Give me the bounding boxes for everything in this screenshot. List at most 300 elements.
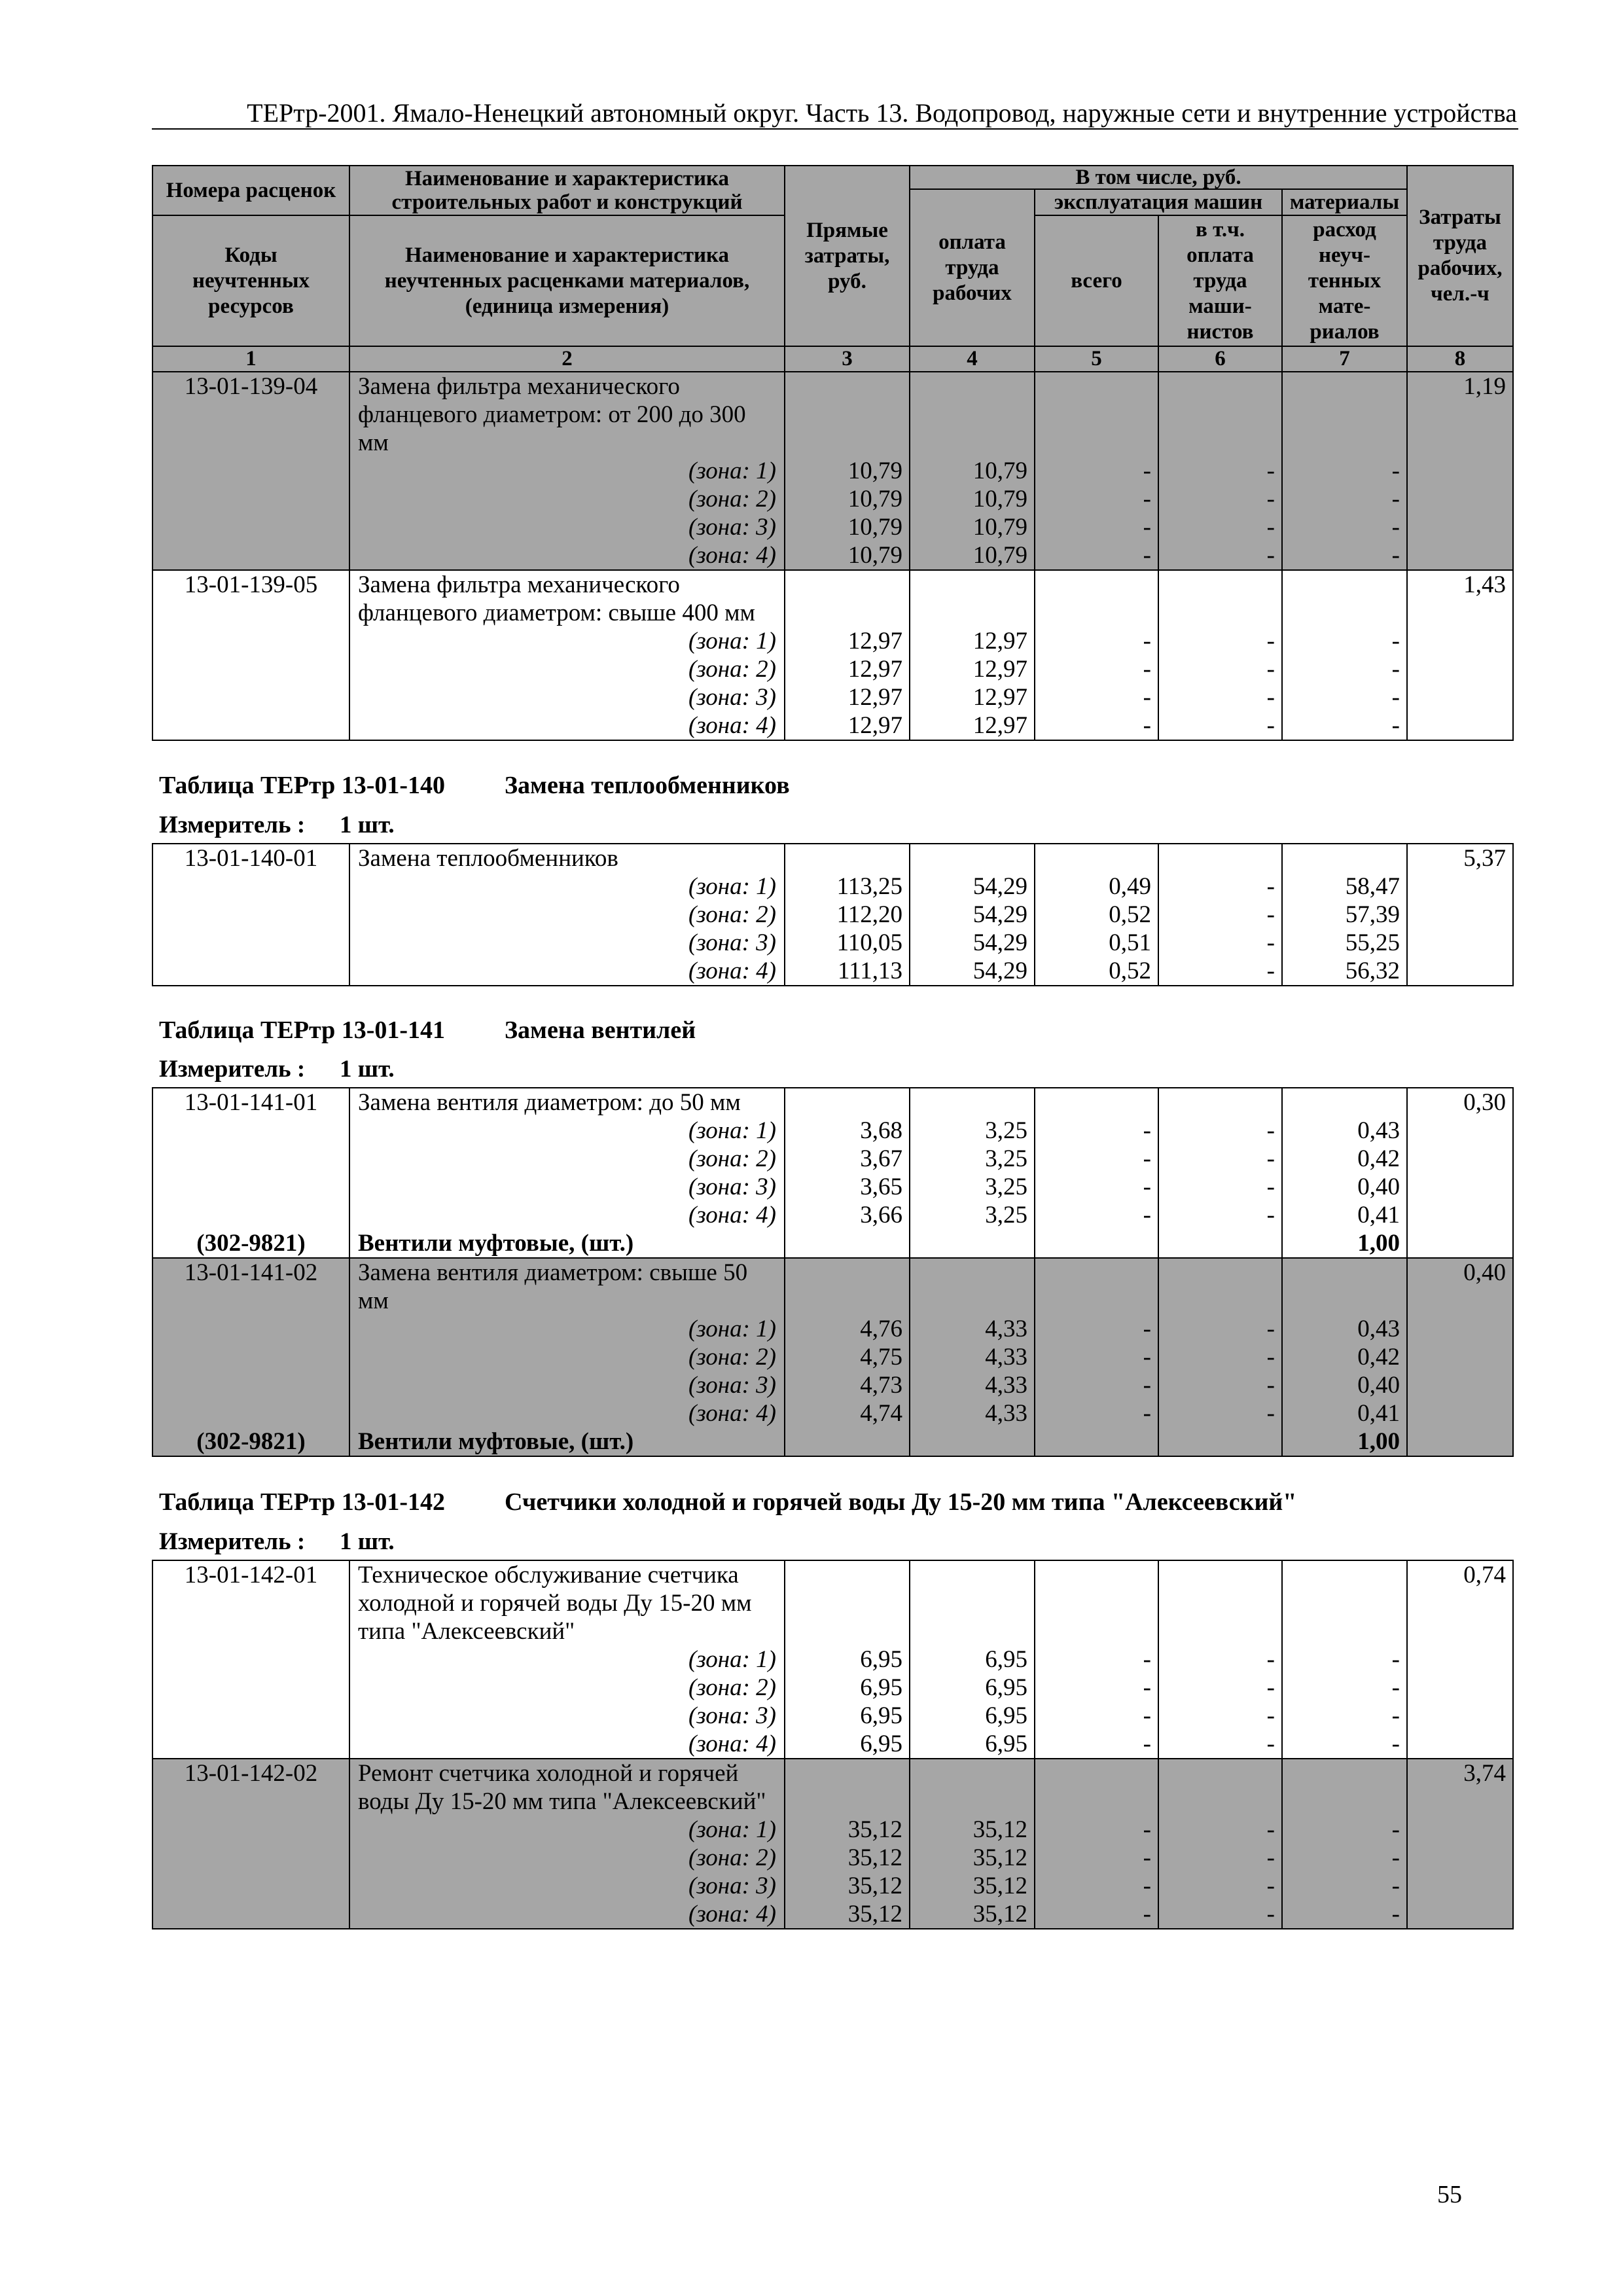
zone-row [152,1201,1514,1229]
material-name: Вентили муфтовые, (шт.) [350,1229,785,1257]
empty-cell [1159,571,1283,627]
zone-row [152,457,1514,485]
zone-row [152,711,1514,740]
header-labor-costs: Затраты труда рабочих, чел.-ч [1408,166,1512,346]
worker-wages: 3,25 [910,1117,1035,1145]
worker-wages: 4,33 [910,1315,1035,1343]
direct-cost: 3,68 [785,1117,910,1145]
materials-cost: - [1283,1816,1408,1844]
direct-cost: 12,97 [785,683,910,711]
rate-header-row [152,1759,1514,1816]
empty-cell [1035,1561,1159,1645]
machines-total: - [1035,1371,1159,1399]
empty-cell [1408,541,1514,569]
materials-cost: - [1283,1872,1408,1900]
unaccounted-material-row [152,1427,1514,1456]
machinist-wages: - [1159,1730,1283,1758]
machines-total: - [1035,1730,1159,1758]
empty-cell [153,457,350,485]
empty-cell [1159,372,1283,457]
empty-cell [1159,844,1283,872]
direct-cost: 35,12 [785,1872,910,1900]
rates-table-140 [152,843,1514,986]
zone-row [152,541,1514,569]
rate-description: Замена фильтра механического фланцевого диаметром: свыше 400 мм [350,571,785,627]
machinist-wages: - [1159,872,1283,901]
zone-row [152,1816,1514,1844]
zone-label: (зона: 2) [350,901,785,929]
materials-cost: 0,40 [1283,1371,1408,1399]
table-body [152,371,1514,741]
materials-cost: 57,39 [1283,901,1408,929]
zone-row [152,1645,1514,1674]
rate-code: 13-01-139-04 [153,372,350,457]
materials-cost: - [1283,541,1408,569]
rate-entry [152,1257,1514,1456]
header-machinist-wages: в т.ч. оплата труда маши- нистов [1159,216,1281,346]
header-machines-total: всего [1035,216,1158,346]
zone-row [152,1145,1514,1173]
machines-total: - [1035,1816,1159,1844]
empty-cell [1408,872,1514,901]
empty-cell [785,1229,910,1257]
rates-table-139 [152,165,1514,741]
machinist-wages: - [1159,1315,1283,1343]
empty-cell [153,1371,350,1399]
unit-line [159,1528,395,1556]
materials-cost: 0,42 [1283,1343,1408,1371]
empty-cell [1408,1201,1514,1229]
empty-cell [1159,1259,1283,1315]
empty-cell [1408,1816,1514,1844]
material-quantity: 1,00 [1283,1427,1408,1456]
rate-header-row [152,1259,1514,1315]
empty-cell [1408,683,1514,711]
rate-header-row [152,844,1514,872]
empty-cell [910,844,1035,872]
direct-cost: 110,05 [785,929,910,957]
rate-description: Замена вентиля диаметром: до 50 мм [350,1088,785,1117]
direct-cost: 3,65 [785,1173,910,1201]
zone-label: (зона: 4) [350,1730,785,1758]
worker-wages: 4,33 [910,1371,1035,1399]
worker-wages: 4,33 [910,1399,1035,1427]
machines-total: - [1035,1117,1159,1145]
materials-cost: - [1283,485,1408,513]
machines-total: - [1035,1844,1159,1872]
empty-cell [1408,1844,1514,1872]
direct-cost: 6,95 [785,1674,910,1702]
machines-total: - [1035,627,1159,655]
empty-cell [910,1229,1035,1257]
materials-cost: - [1283,1844,1408,1872]
empty-cell [1283,372,1408,457]
zone-label: (зона: 1) [350,627,785,655]
empty-cell [153,513,350,541]
worker-wages: 10,79 [910,513,1035,541]
empty-cell [785,1088,910,1117]
machines-total: - [1035,485,1159,513]
empty-cell [153,1645,350,1674]
page-number: 55 [1437,2181,1462,2208]
zone-row [152,901,1514,929]
empty-cell [153,1844,350,1872]
rate-description: Замена вентиля диаметром: свыше 50 мм [350,1259,785,1315]
material-code: (302-9821) [153,1427,350,1456]
empty-cell [1283,1759,1408,1816]
header-work-name: Наименование и характеристика строительных работ и конструкций [350,166,784,215]
materials-cost: - [1283,1730,1408,1758]
labor-cost: 1,43 [1408,571,1514,627]
zone-label: (зона: 4) [350,957,785,985]
empty-cell [785,1259,910,1315]
zone-row [152,1371,1514,1399]
direct-cost: 4,76 [785,1315,910,1343]
machines-total: - [1035,1399,1159,1427]
materials-cost: 0,41 [1283,1399,1408,1427]
direct-cost: 4,73 [785,1371,910,1399]
rate-entry [152,1087,1514,1257]
zone-row [152,683,1514,711]
machinist-wages: - [1159,1173,1283,1201]
table-title [159,1016,696,1045]
machinist-wages: - [1159,541,1283,569]
direct-cost: 111,13 [785,957,910,985]
unit-value: 1 шт. [340,1528,395,1555]
machines-total: - [1035,1173,1159,1201]
labor-cost: 5,37 [1408,844,1514,872]
empty-cell [153,1730,350,1758]
empty-cell [1408,1900,1514,1928]
empty-cell [153,711,350,740]
material-code: (302-9821) [153,1229,350,1257]
empty-cell [785,1427,910,1456]
zone-label: (зона: 4) [350,541,785,569]
rate-code: 13-01-142-01 [153,1561,350,1645]
zone-row [152,1117,1514,1145]
machines-total: 0,52 [1035,957,1159,985]
empty-cell [1408,1645,1514,1674]
machinist-wages: - [1159,957,1283,985]
zone-label: (зона: 2) [350,1844,785,1872]
zone-label: (зона: 4) [350,1399,785,1427]
machinist-wages: - [1159,627,1283,655]
empty-cell [1408,1730,1514,1758]
machines-total: - [1035,1201,1159,1229]
material-quantity: 1,00 [1283,1229,1408,1257]
table-name: Замена теплообменников [505,772,790,799]
zone-label: (зона: 3) [350,1173,785,1201]
unit-line [159,811,395,840]
empty-cell [1035,1427,1159,1456]
empty-cell [1408,627,1514,655]
unit-value: 1 шт. [340,812,395,838]
empty-cell [153,1117,350,1145]
materials-cost: - [1283,1702,1408,1730]
worker-wages: 12,97 [910,627,1035,655]
materials-cost: - [1283,1645,1408,1674]
column-number: 7 [1283,347,1406,371]
machines-total: - [1035,1343,1159,1371]
zone-label: (зона: 4) [350,1900,785,1928]
machines-total: - [1035,655,1159,683]
zone-row [152,627,1514,655]
materials-cost: 56,32 [1283,957,1408,985]
rate-header-row [152,1561,1514,1645]
page-header-title: ТЕРтр-2001. Ямало-Ненецкий автономный округ. Часть 13. Водопровод, наружные сети и внутренние устройства [247,98,1517,128]
zone-row [152,1900,1514,1928]
worker-wages: 10,79 [910,541,1035,569]
zone-label: (зона: 3) [350,683,785,711]
labor-cost: 0,40 [1408,1259,1514,1315]
worker-wages: 54,29 [910,957,1035,985]
empty-cell [1283,1088,1408,1117]
machinist-wages: - [1159,1371,1283,1399]
machines-total: 0,49 [1035,872,1159,901]
empty-cell [153,655,350,683]
empty-cell [1408,1315,1514,1343]
materials-cost: 58,47 [1283,872,1408,901]
machinist-wages: - [1159,1872,1283,1900]
table-name: Замена вентилей [505,1016,696,1044]
machinist-wages: - [1159,1399,1283,1427]
machinist-wages: - [1159,711,1283,740]
worker-wages: 3,25 [910,1201,1035,1229]
column-header [152,165,1514,371]
zone-row [152,1730,1514,1758]
direct-cost: 3,66 [785,1201,910,1229]
empty-cell [1035,372,1159,457]
zone-row [152,929,1514,957]
zone-label: (зона: 2) [350,1145,785,1173]
empty-cell [1408,957,1514,985]
unit-value: 1 шт. [340,1056,395,1083]
zone-row [152,513,1514,541]
direct-cost: 6,95 [785,1702,910,1730]
zone-row [152,957,1514,985]
empty-cell [1159,1759,1283,1816]
direct-cost: 12,97 [785,627,910,655]
direct-cost: 4,74 [785,1399,910,1427]
empty-cell [153,929,350,957]
empty-cell [1408,1117,1514,1145]
direct-cost: 35,12 [785,1844,910,1872]
header-including: В том числе, руб. [910,166,1406,188]
header-worker-wages: оплата труда рабочих [910,190,1034,346]
machinist-wages: - [1159,1343,1283,1371]
zone-row [152,1399,1514,1427]
direct-cost: 6,95 [785,1645,910,1674]
empty-cell [153,1201,350,1229]
zone-label: (зона: 1) [350,1645,785,1674]
materials-cost: - [1283,655,1408,683]
empty-cell [1408,485,1514,513]
worker-wages: 35,12 [910,1816,1035,1844]
empty-cell [1408,1399,1514,1427]
empty-cell [153,1674,350,1702]
direct-cost: 113,25 [785,872,910,901]
empty-cell [785,1561,910,1645]
column-number: 2 [350,347,784,371]
rates-table-142 [152,1560,1514,1929]
column-number: 5 [1035,347,1158,371]
empty-cell [1035,1229,1159,1257]
empty-cell [153,1900,350,1928]
rate-header-row [152,1088,1514,1117]
machines-total: - [1035,1145,1159,1173]
zone-label: (зона: 1) [350,1315,785,1343]
zone-row [152,1674,1514,1702]
empty-cell [1159,1427,1283,1456]
header-machine-operation: эксплуатация машин [1035,190,1281,215]
empty-cell [153,627,350,655]
machinist-wages: - [1159,929,1283,957]
zone-row [152,1844,1514,1872]
empty-cell [1408,1427,1514,1456]
materials-cost: - [1283,627,1408,655]
worker-wages: 10,79 [910,485,1035,513]
column-number: 8 [1408,347,1512,371]
table-number: Таблица ТЕРтр 13-01-140 [159,772,446,799]
zone-row [152,485,1514,513]
empty-cell [153,485,350,513]
empty-cell [1159,1229,1283,1257]
zone-label: (зона: 1) [350,1117,785,1145]
empty-cell [1408,1371,1514,1399]
header-resource-codes: Коды неучтенных ресурсов [153,216,349,346]
zone-row [152,1315,1514,1343]
machines-total: - [1035,1645,1159,1674]
rates-table-141 [152,1087,1514,1457]
rate-description: Техническое обслуживание счетчика холодной и горячей воды Ду 15-20 мм типа "Алексеевский" [350,1561,785,1645]
empty-cell [153,872,350,901]
zone-label: (зона: 3) [350,1371,785,1399]
column-number: 3 [785,347,909,371]
materials-cost: - [1283,513,1408,541]
worker-wages: 54,29 [910,901,1035,929]
worker-wages: 12,97 [910,655,1035,683]
table-name: Счетчики холодной и горячей воды Ду 15-20 мм типа "Алексеевский" [505,1488,1297,1516]
rate-description: Замена теплообменников [350,844,785,872]
empty-cell [785,571,910,627]
direct-cost: 10,79 [785,485,910,513]
rate-code: 13-01-139-05 [153,571,350,627]
materials-cost: 55,25 [1283,929,1408,957]
materials-cost: 0,40 [1283,1173,1408,1201]
direct-cost: 3,67 [785,1145,910,1173]
machines-total: - [1035,1900,1159,1928]
labor-cost: 0,30 [1408,1088,1514,1117]
worker-wages: 6,95 [910,1674,1035,1702]
empty-cell [1408,929,1514,957]
empty-cell [1283,1259,1408,1315]
zone-row [152,1173,1514,1201]
direct-cost: 10,79 [785,541,910,569]
empty-cell [785,844,910,872]
empty-cell [153,1315,350,1343]
empty-cell [910,1088,1035,1117]
empty-cell [153,1872,350,1900]
empty-cell [153,541,350,569]
unaccounted-material-row [152,1229,1514,1257]
direct-cost: 4,75 [785,1343,910,1371]
empty-cell [1408,1872,1514,1900]
machines-total: - [1035,1674,1159,1702]
materials-cost: 0,42 [1283,1145,1408,1173]
empty-cell [910,372,1035,457]
worker-wages: 10,79 [910,457,1035,485]
machinist-wages: - [1159,655,1283,683]
unit-label: Измеритель : [159,1056,306,1083]
empty-cell [1408,1702,1514,1730]
empty-cell [785,1759,910,1816]
zone-label: (зона: 4) [350,711,785,740]
empty-cell [1159,1088,1283,1117]
rate-header-row [152,372,1514,457]
empty-cell [1408,655,1514,683]
worker-wages: 35,12 [910,1900,1035,1928]
table-body [152,1560,1514,1929]
zone-label: (зона: 2) [350,1674,785,1702]
rate-entry [152,1560,1514,1758]
header-material-consumption: расход неуч- тенных мате- риалов [1283,216,1406,346]
zone-label: (зона: 2) [350,1343,785,1371]
machines-total: - [1035,1315,1159,1343]
unit-label: Измеритель : [159,812,306,838]
materials-cost: - [1283,683,1408,711]
zone-row [152,655,1514,683]
empty-cell [1408,1229,1514,1257]
zone-label: (зона: 3) [350,1872,785,1900]
zone-label: (зона: 1) [350,1816,785,1844]
worker-wages: 6,95 [910,1730,1035,1758]
machinist-wages: - [1159,1816,1283,1844]
machines-total: - [1035,457,1159,485]
table-title [159,1488,1296,1516]
machines-total: - [1035,711,1159,740]
direct-cost: 12,97 [785,655,910,683]
rate-code: 13-01-141-01 [153,1088,350,1117]
worker-wages: 6,95 [910,1702,1035,1730]
table-title [159,771,790,800]
worker-wages: 3,25 [910,1145,1035,1173]
machinist-wages: - [1159,1674,1283,1702]
empty-cell [785,372,910,457]
machinist-wages: - [1159,457,1283,485]
direct-cost: 6,95 [785,1730,910,1758]
worker-wages: 35,12 [910,1844,1035,1872]
empty-cell [153,901,350,929]
zone-label: (зона: 2) [350,485,785,513]
header-materials: материалы [1283,190,1406,215]
machinist-wages: - [1159,901,1283,929]
labor-cost: 1,19 [1408,372,1514,457]
header-direct-costs: Прямые затраты, руб. [785,166,909,346]
zone-row [152,1872,1514,1900]
unit-line [159,1055,395,1084]
empty-cell [1408,1343,1514,1371]
rate-entry [152,371,1514,569]
empty-cell [1408,711,1514,740]
materials-cost: - [1283,711,1408,740]
worker-wages: 35,12 [910,1872,1035,1900]
worker-wages: 6,95 [910,1645,1035,1674]
empty-cell [1408,1145,1514,1173]
machinist-wages: - [1159,1201,1283,1229]
empty-cell [153,1173,350,1201]
table-body [152,1087,1514,1457]
machines-total: - [1035,683,1159,711]
